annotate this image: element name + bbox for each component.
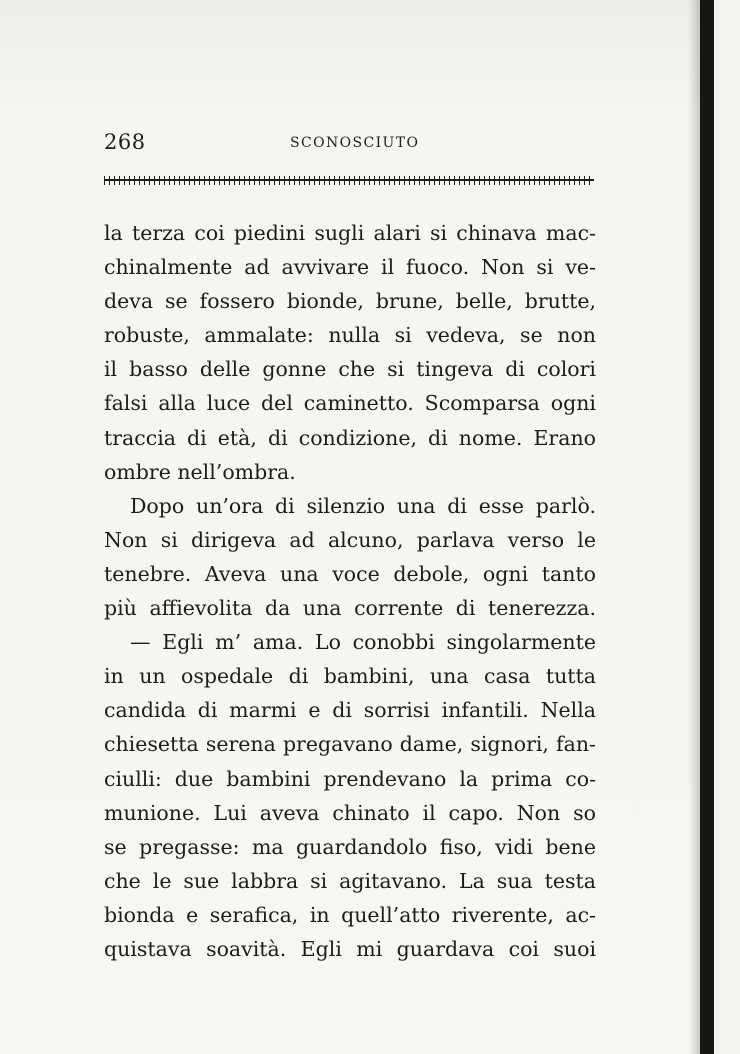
outer-margin (714, 0, 740, 1054)
text-line-18: munione. Lui aveva chinato il capo. Non so (104, 800, 596, 825)
text-line-8: ombre nell’ombra. (104, 459, 296, 484)
text-line-10: Non si dirigeva ad alcuno, parlava verso le (104, 527, 596, 552)
text-line-16: chiesetta serena pregavano dame, signori, fan- (104, 732, 596, 757)
text-line-2: chinalmente ad avvivare il fuoco. Non si ve- (104, 255, 596, 280)
text-line-14: in un ospedale di bambini, una casa tutta (104, 664, 596, 689)
text-line-20: che le sue labbra si agitavano. La sua testa (104, 868, 596, 893)
text-line-19: se pregasse: ma guardandolo fiso, vidi bene (104, 834, 596, 859)
text-line-13: — Egli m’ ama. Lo conobbi singolarmente (130, 630, 596, 655)
text-line-9: Dopo un’ora di silenzio una di esse parlò. (130, 493, 596, 518)
body-text (104, 216, 604, 966)
page-header (104, 130, 594, 160)
text-line-21: bionda e serafica, in quell’atto riverente, ac- (104, 902, 596, 927)
text-line-3: deva se fossero bionde, brune, belle, brutte, (104, 289, 596, 314)
text-line-22: quistava soavità. Egli mi guardava coi suoi (104, 936, 596, 961)
spine-shadow (688, 0, 700, 1054)
text-line-6: falsi alla luce del caminetto. Scomparsa ogni (104, 391, 596, 416)
ornamental-rule (104, 176, 594, 185)
running-title: SCONOSCIUTO (290, 135, 420, 151)
text-line-11: tenebre. Aveva una voce debole, ogni tanto (104, 561, 596, 586)
text-line-4: robuste, ammalate: nulla si vedeva, se non (104, 323, 596, 348)
text-line-1: la terza coi piedini sugli alari si chinava mac- (104, 221, 596, 245)
text-line-7: traccia di età, di condizione, di nome. Erano (104, 425, 596, 450)
page-number: 268 (104, 130, 146, 154)
book-spine-edge (700, 0, 714, 1054)
text-line-15: candida di marmi e di sorrisi infantili. Nella (104, 698, 596, 723)
text-line-12: più affievolita da una corrente di tenerezza. (104, 596, 596, 621)
text-line-5: il basso delle gonne che si tingeva di colori (104, 357, 596, 382)
text-line-17: ciulli: due bambini prendevano la prima co- (104, 766, 596, 791)
